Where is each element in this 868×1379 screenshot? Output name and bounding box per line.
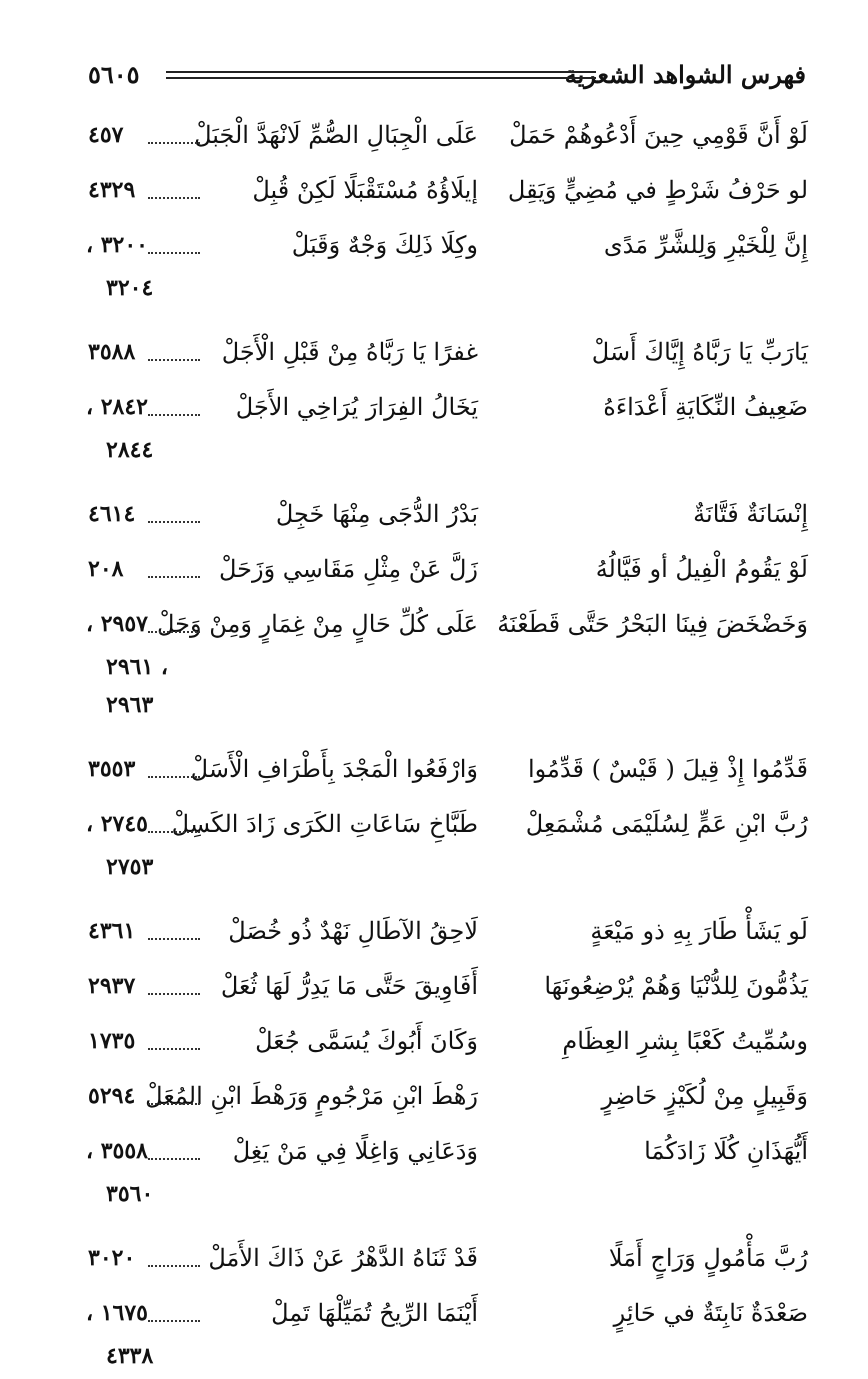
verse-row [88,325,808,380]
first-hemistich: ضَعِيفُ النِّكَايَةِ أَعْدَاءَهُ [603,393,808,421]
group-gap [88,890,808,904]
dot-leader [148,1048,200,1050]
verse-index-list [85,108,808,1379]
reference-number: ٢٠٨ [88,556,124,582]
dot-leader [148,1320,200,1322]
page-title: فهرس الشواهد الشعرية [564,60,806,89]
dot-leader [148,414,200,416]
reference-number: ٢٨٤٢ ، [85,394,148,420]
first-hemistich: لَوْ أَنَّ قَوْمِي حِينَ أَدْعُوهُمْ حَمَلْ [509,121,808,149]
second-hemistich: إيلَاؤُهُ مُسْتَقْبَلًا لَكِنْ قُبِلْ [252,176,478,204]
second-hemistich: عَلَى كُلِّ حَالٍ مِنْ غِمَارٍ وَمِنْ وَحَلْ [157,610,478,638]
dot-leader [148,1103,200,1105]
verse-entry [85,797,808,890]
verse-entry [88,959,808,1014]
second-hemistich: أَيْنَمَا الرِّيحُ تُمَيِّلْهَا تَمِلْ [271,1299,478,1327]
reference-continuation: ٤٣٣٨ [106,1343,154,1369]
first-hemistich: وَخَضْخَضَ فِينَا البَحْرُ حَتَّى قَطَعْنَهُ [497,610,808,638]
first-hemistich: يَذُمُّونَ لِلدُّنْيَا وَهُمْ يُرْضِعُونَهَا [544,972,808,1000]
group-gap [88,473,808,487]
first-hemistich: لو حَرْفُ شَرْطٍ في مُضِيٍّ وَيَقِل [507,176,808,204]
verse-entry [88,1069,808,1124]
first-hemistich: رُبَّ ابْنِ عَمٍّ لِسُلَيْمَى مُشْمَعِلْ [525,810,808,838]
verse-entry [88,904,808,959]
dot-leader [148,252,200,254]
verse-row [88,487,808,542]
verse-entry [88,325,808,380]
reference-continuation: ٣٢٠٤ [106,275,154,301]
reference-number: ٥٢٩٤ [88,1083,136,1109]
verse-row [88,163,808,218]
reference-number: ٣٥٨٨ [88,339,136,365]
dot-leader [148,1158,200,1160]
reference-number: ٢٧٤٥ ، [85,811,148,837]
verse-entry [88,487,808,542]
verse-row [85,218,808,273]
dot-leader [148,576,200,578]
verse-entry [88,542,808,597]
verse-row [88,1231,808,1286]
verse-row [88,742,808,797]
second-hemistich: زَلَّ عَنْ مِثْلِ مَقَاسِي وَزَحَلْ [218,555,478,583]
first-hemistich: قَدِّمُوا إِذْ قِيلَ ( قَيْسٌ ) قَدِّمُوا [527,755,808,783]
reference-number: ٢٩٥٧ ، [85,611,148,637]
verse-entry [88,163,808,218]
dot-leader [148,1265,200,1267]
dot-leader [148,142,200,144]
verse-entry [88,1231,808,1286]
reference-number: ١٧٣٥ [88,1028,136,1054]
first-hemistich: لَوْ يَقُومُ الْفِيلُ أو فَيَّالُهُ [595,555,808,583]
verse-row [88,1069,808,1124]
second-hemistich: غفرًا يَا رَبَّاهُ مِنْ قَبْلِ الْأَجَلْ [221,338,478,366]
second-hemistich: قَدْ ثَنَاهُ الدَّهْرُ عَنْ ذَاكَ الأَمَلْ [208,1244,478,1272]
page-header [88,58,806,92]
reference-number: ٤٣٢٩ [88,177,136,203]
first-hemistich: صَعْدَةٌ نَابِتَةٌ في حَائِرٍ [613,1299,808,1327]
second-hemistich: عَلَى الْجِبَالِ الصُّمِّ لَانْهَدَّ الْجَبَلْ [194,121,478,149]
dot-leader [148,776,200,778]
reference-continuation: ٢٩٦٣ [106,692,154,718]
verse-row [85,380,808,435]
first-hemistich: وسُمِّيتُ كَعْبًا بِشرِ العِظَامِ [562,1027,808,1055]
reference-number: ٣٥٥٨ ، [85,1138,148,1164]
dot-leader [148,631,200,633]
second-hemistich: وَدَعَانِي وَاغِلًا فِي مَنْ يَغِلْ [232,1137,478,1165]
verse-row [85,1124,808,1179]
dot-leader [148,993,200,995]
verse-entry [85,218,808,311]
reference-number: ٣٥٥٣ [88,756,136,782]
verse-row [88,959,808,1014]
dot-leader [148,197,200,199]
reference-number: ٤٣٦١ [88,918,136,944]
reference-number: ٣٢٠٠ ، [85,232,148,258]
first-hemistich: لَو يَشَأْ طَارَ بِهِ ذو مَيْعَةٍ [590,917,808,945]
second-hemistich: يَخَالُ الفِرَارَ يُرَاخِي الأَجَلْ [235,393,478,421]
second-hemistich: وَكَانَ أَبُوكَ يُسَمَّى جُعَلْ [255,1027,478,1055]
first-hemistich: رُبَّ مَأْمُولٍ وَرَاجٍ أَمَلًا [608,1244,808,1272]
reference-continuation: ٣٥٦٠ [106,1181,154,1207]
second-hemistich: رَهْطَ ابْنِ مَرْجُومٍ وَرَهْطَ ابْنِ المُعَلْ [145,1082,478,1110]
verse-entry [88,742,808,797]
group-gap [88,1217,808,1231]
group-gap [88,311,808,325]
verse-row [88,904,808,959]
second-hemistich: طَبَّاخِ سَاعَاتِ الكَرَى زَادَ الكَسِلْ [171,810,478,838]
first-hemistich: إِنَّ لِلْخَيْرِ وَلِلشَّرِّ مَدًى [603,231,808,259]
verse-entry [88,1014,808,1069]
verse-row [85,1286,808,1341]
dot-leader [148,521,200,523]
verse-entry [85,597,808,728]
header-rule [166,71,596,79]
second-hemistich: لَاحِقُ الآطَالِ نَهْدٌ ذُو خُصَلْ [228,917,478,945]
verse-entry [85,1124,808,1217]
reference-continuation: ٢٨٤٤ [106,437,154,463]
reference-continuation: ٢٩٦١ ، [106,654,169,680]
page-number: ٥٦٠٥ [88,60,140,89]
dot-leader [148,359,200,361]
second-hemistich: أَفَاوِيقَ حَتَّى مَا يَدِرُّ لَهَا ثُعَلْ [220,972,478,1000]
verse-entry [88,108,808,163]
second-hemistich: وكِلَا ذَلِكَ وَجْهٌ وَقَبَلْ [291,231,478,259]
dot-leader [148,938,200,940]
verse-row [88,1014,808,1069]
first-hemistich: إِنْسَانَةٌ فَتَّانَةٌ [693,500,808,528]
reference-number: ٤٥٧ [88,122,124,148]
reference-number: ٢٩٣٧ [88,973,136,999]
reference-number: ٣٠٢٠ [88,1245,136,1271]
verse-row [85,597,808,652]
second-hemistich: بَدْرُ الدُّجَى مِنْهَا خَجِلْ [275,500,478,528]
verse-row [85,797,808,852]
verse-row [88,542,808,597]
dot-leader [148,831,200,833]
first-hemistich: وَقَبِيلٍ مِنْ لُكَيْزٍ حَاضِرٍ [601,1082,808,1110]
reference-continuation: ٢٧٥٣ [106,854,154,880]
group-gap [88,728,808,742]
reference-number: ٤٦١٤ [88,501,136,527]
verse-row [88,108,808,163]
verse-entry [85,1286,808,1379]
second-hemistich: وَارْفَعُوا الْمَجْدَ بِأَطْرَافِ الْأَسَلْ [190,755,478,783]
verse-entry [85,380,808,473]
first-hemistich: أَيُّهَذَانِ كُلَا زَادَكُمَا [644,1137,808,1165]
first-hemistich: يَارَبِّ يَا رَبَّاهُ إِيَّاكَ أَسَلْ [591,338,808,366]
reference-number: ١٦٧٥ ، [85,1300,148,1326]
